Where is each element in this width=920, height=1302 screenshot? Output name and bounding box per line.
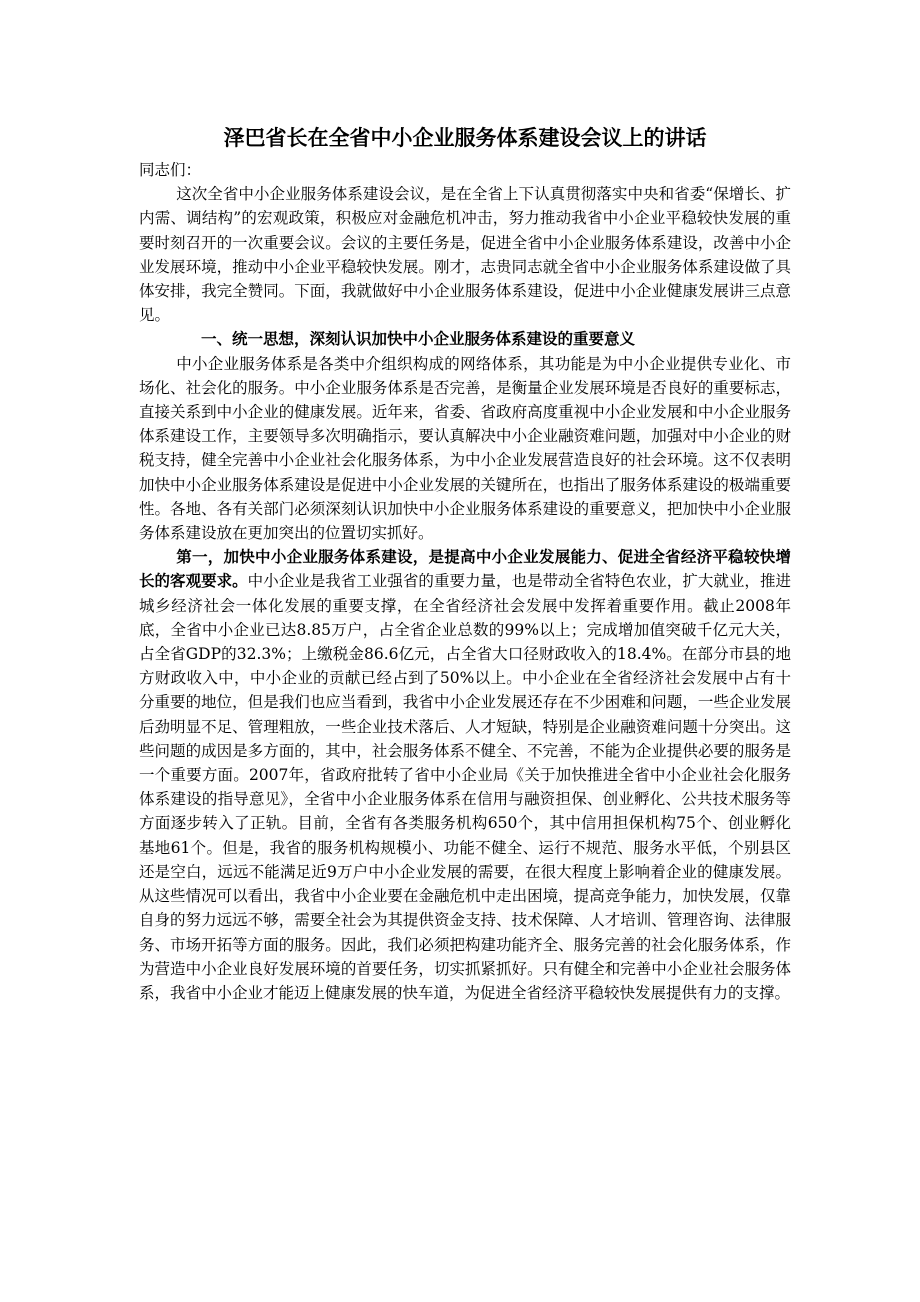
document-page xyxy=(139,120,791,1005)
section-heading: 一、统一思想，深刻认识加快中小企业服务体系建设的重要意义 xyxy=(201,329,636,349)
point-body: 中小企业是我省工业强省的重要力量，也是带动全省特色农业，扩大就业，推进城乡经济社会一体化发展的重要支撑，在全省经济社会发展中发挥着重要作用。截止2008年底，全省中小企业已达8.85万户，占全省企业总数的99%以上；完成增加值突破千亿元大关，占全省GDP的32.3%；上缴税金86.6亿元，占全省大口径财政收入的18.4%。在部分市县的地方财政收入中，中小企业的贡献已经占到了50%以上。中小企业在全省经济社会发展中占有十分重要的地位，但是我们也应当看到，我省中小企业发展还存在不少困难和问题，一些企业发展后劲明显不足、管理粗放，一些企业技术落后、人才短缺，特别是企业融资难问题十分突出。这些问题的成因是多方面的，其中，社会服务体系不健全、不完善，不能为企业提供必要的服务是一个重要方面。2007年，省政府批转了省中小企业局《关于加快推进全省中小企业社会化服务体系建设的指导意见》，全省中小企业服务体系在信用与融资担保、创业孵化、公共技术服务等方面逐步转入了正轨。目前，全省有各类服务机构650个，其中信用担保机构75个、创业孵化基地61个。但是，我省的服务机构规模小、功能不健全、运行不规范、服务水平低，个别县区还是空白，远远不能满足近9万户中小企业发展的需要，在很大程度上影响着企业的健康发展。从这些情况可以看出，我省中小企业要在金融危机中走出困境，提高竞争能力，加快发展，仅靠自身的努力远远不够，需要全社会为其提供资金支持、技术保障、人才培训、管理咨询、法律服务、市场开拓等方面的服务。因此，我们必须把构建功能齐全、服务完善的社会化服务体系，作为营造中小企业良好发展环境的首要任务，切实抓紧抓好。只有健全和完善中小企业社会服务体系，我省中小企业才能迈上健康发展的快车道，为促进全省经济平稳较快发展提供有力的支撑。 xyxy=(139,572,791,1002)
section-paragraph: 中小企业服务体系是各类中介组织构成的网络体系，其功能是为中小企业提供专业化、市场化、社会化的服务。中小企业服务体系是否完善，是衡量企业发展环境是否良好的重要标志，直接关系到中小企业的健康发展。近年来，省委、省政府高度重视中小企业发展和中小企业服务体系建设工作，主要领导多次明确指示，要认真解决中小企业融资难问题，加强对中小企业的财税支持，健全完善中小企业社会化服务体系，为中小企业发展营造良好的社会环境。这不仅表明加快中小企业服务体系建设是促进中小企业发展的关键所在，也指出了服务体系建设的极端重要性。各地、各有关部门必须深刻认识加快中小企业服务体系建设的重要意义，把加快中小企业服务体系建设放在更加突出的位置切实抓好。 xyxy=(139,354,791,543)
point-paragraph xyxy=(139,545,791,1005)
salutation: 同志们： xyxy=(139,161,202,179)
point-lead: 第一，加快中小企业服务体系建设，是提高中小企业发展能力、促进全省经济平稳较快增长的客观要求。 xyxy=(139,547,791,591)
document-title: 泽巴省长在全省中小企业服务体系建设会议上的讲话 xyxy=(223,125,707,150)
intro-paragraph: 这次全省中小企业服务体系建设会议，是在全省上下认真贯彻落实中央和省委“保增长、扩内需、调结构”的宏观政策，积极应对金融危机冲击，努力推动我省中小企业平稳较快发展的重要时刻召开的一次重要会议。会议的主要任务是，促进全省中小企业服务体系建设，改善中小企业发展环境，推动中小企业平稳较快发展。刚才，志贵同志就全省中小企业服务体系建设做了具体安排，我完全赞同。下面，我就做好中小企业服务体系建设，促进中小企业健康发展讲三点意见。 xyxy=(139,185,791,325)
